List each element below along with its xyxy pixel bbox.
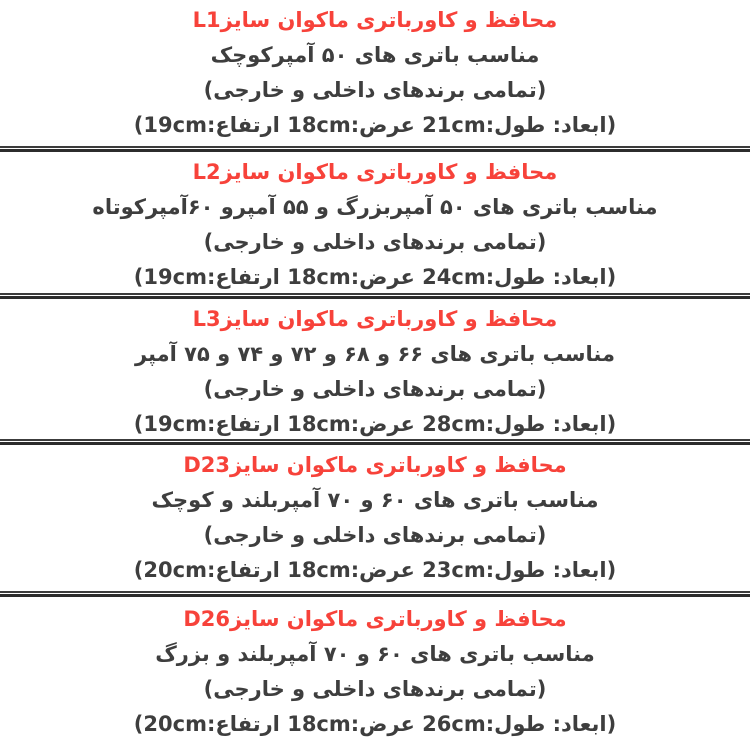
battery-compatibility: مناسب باتری های ۵۰ آمپربزرگ و ۵۵ آمپرو ۶۰آمپرکوتاه xyxy=(92,195,658,219)
dimensions-line: (ابعاد: طول:23cm عرض:18cm ارتفاع:20cm) xyxy=(133,558,617,582)
battery-compatibility: مناسب باتری های ۶۰ و ۷۰ آمپربلند و بزرگ xyxy=(155,642,595,666)
battery-compatibility: مناسب باتری های ۵۰ آمپرکوچک xyxy=(210,43,540,67)
product-section-d26 xyxy=(0,597,750,750)
section-title: محافظ و کاورباتری ماکوان سایزL3 xyxy=(192,307,558,331)
product-section-l2 xyxy=(0,152,750,293)
section-title: محافظ و کاورباتری ماکوان سایزL1 xyxy=(192,8,558,32)
brands-note: (تمامی برندهای داخلی و خارجی) xyxy=(203,230,547,254)
dimensions-line: (ابعاد: طول:24cm عرض:18cm ارتفاع:19cm) xyxy=(133,265,617,289)
product-section-d23 xyxy=(0,445,750,591)
dimensions-line: (ابعاد: طول:21cm عرض:18cm ارتفاع:19cm) xyxy=(133,113,617,137)
brands-note: (تمامی برندهای داخلی و خارجی) xyxy=(203,677,547,701)
brands-note: (تمامی برندهای داخلی و خارجی) xyxy=(203,78,547,102)
product-section-l3 xyxy=(0,299,750,439)
section-title: محافظ و کاورباتری ماکوان سایزD23 xyxy=(183,453,567,477)
section-title: محافظ و کاورباتری ماکوان سایزL2 xyxy=(192,160,558,184)
dimensions-line: (ابعاد: طول:28cm عرض:18cm ارتفاع:19cm) xyxy=(133,412,617,436)
battery-compatibility: مناسب باتری های ۶۶ و ۶۸ و ۷۲ و ۷۴ و ۷۵ آمپر xyxy=(134,342,616,366)
product-section-l1 xyxy=(0,0,750,146)
dimensions-line: (ابعاد: طول:26cm عرض:18cm ارتفاع:20cm) xyxy=(133,712,617,736)
battery-compatibility: مناسب باتری های ۶۰ و ۷۰ آمپربلند و کوچک xyxy=(151,488,599,512)
brands-note: (تمامی برندهای داخلی و خارجی) xyxy=(203,523,547,547)
brands-note: (تمامی برندهای داخلی و خارجی) xyxy=(203,377,547,401)
section-title: محافظ و کاورباتری ماکوان سایزD26 xyxy=(183,607,567,631)
